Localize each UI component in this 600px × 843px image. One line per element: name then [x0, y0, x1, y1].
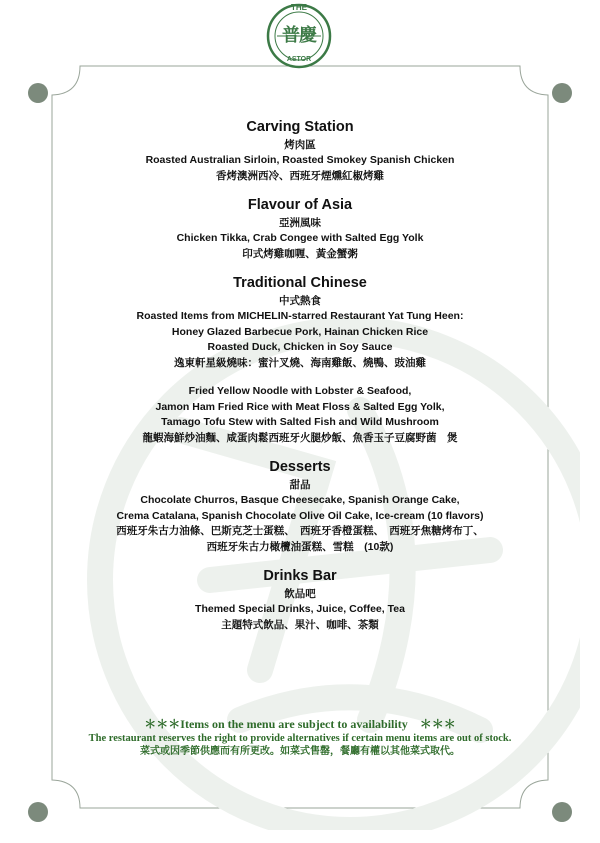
section-title: Carving Station [246, 119, 354, 135]
section-carving-station [40, 118, 560, 184]
menu-line: 香烤澳洲西冷、西班牙煙燻紅椒烤雞 [216, 169, 384, 182]
menu-line: Jamon Ham Fried Rice with Meat Floss & Salted Egg Yolk, [155, 400, 445, 413]
menu-line: 逸東軒星級燒味：蜜汁叉燒、海南雞飯、燒鴨、豉油雞 [174, 356, 426, 369]
section-title: Flavour of Asia [247, 197, 353, 213]
section-title-zh: 烤肉區 [284, 139, 316, 151]
section-drinks-bar [40, 567, 560, 633]
corner-dot-top-right [552, 83, 572, 103]
logo-top-text: THE [291, 3, 307, 12]
section-title-zh: 亞洲風味 [279, 217, 321, 229]
menu-line: Crema Catalana, Spanish Chocolate Olive Oil Cake, Ice-cream (10 flavors) [116, 509, 484, 522]
menu-line: Themed Special Drinks, Juice, Coffee, Tea [195, 603, 405, 615]
section-title-zh: 中式熱食 [279, 295, 321, 307]
notice-alternatives: The restaurant reserves the right to provide alternatives if certain menu items are out of stock. [88, 733, 512, 744]
notice-zh: 菜式或因季節供應而有所更改。如菜式售罄，餐廳有權以其他菜式取代。 [140, 746, 460, 757]
section-title: Traditional Chinese [233, 275, 367, 291]
menu-line: 西班牙朱古力橄欖油蛋糕、雪糕 (10款) [206, 540, 394, 553]
menu-line: Fried Yellow Noodle with Lobster & Seafood, [188, 385, 412, 397]
menu-content [40, 118, 560, 645]
menu-line: 西班牙朱古力油條、巴斯克芝士蛋糕、 西班牙香橙蛋糕、 西班牙焦糖烤布丁、 [116, 525, 484, 537]
menu-line: 龍蝦海鮮炒油麵、咸蛋肉鬆西班牙火腿炒飯、魚香玉子豆腐野菌 煲 [142, 431, 458, 444]
menu-line: 印式烤雞咖喱、黃金蟹粥 [242, 247, 358, 260]
section-flavour-of-asia [40, 196, 560, 262]
corner-dot-top-left [28, 83, 48, 103]
corner-dot-bottom-left [28, 802, 48, 822]
menu-line: Honey Glazed Barbecue Pork, Hainan Chicken Rice [171, 325, 429, 338]
menu-line: 主題特式飲品、果汁、咖啡、茶類 [221, 618, 379, 631]
logo-bottom-text: ASTOR [286, 56, 312, 63]
availability-notice [40, 717, 560, 759]
section-title-zh: 飲品吧 [284, 588, 316, 600]
menu-line: Roasted Items from MICHELIN-starred Restaurant Yat Tung Heen: [136, 310, 464, 322]
menu-line: Chocolate Churros, Basque Cheesecake, Spanish Orange Cake, [140, 494, 460, 506]
logo-chars: 普慶 [282, 25, 316, 45]
section-title: Drinks Bar [263, 568, 337, 584]
section-traditional-chinese [40, 274, 560, 446]
section-title-zh: 甜品 [289, 479, 311, 491]
menu-line: Chicken Tikka, Crab Congee with Salted Egg Yolk [176, 232, 424, 244]
section-title: Desserts [269, 459, 331, 475]
notice-availability: ＊＊＊Items on the menu are subject to availability ＊＊＊ [144, 717, 456, 731]
menu-line: Roasted Duck, Chicken in Soy Sauce [207, 341, 393, 353]
section-desserts [40, 458, 560, 555]
menu-line: Roasted Australian Sirloin, Roasted Smokey Spanish Chicken [145, 154, 455, 166]
menu-line: Tamago Tofu Stew with Salted Fish and Wild Mushroom [161, 416, 439, 428]
